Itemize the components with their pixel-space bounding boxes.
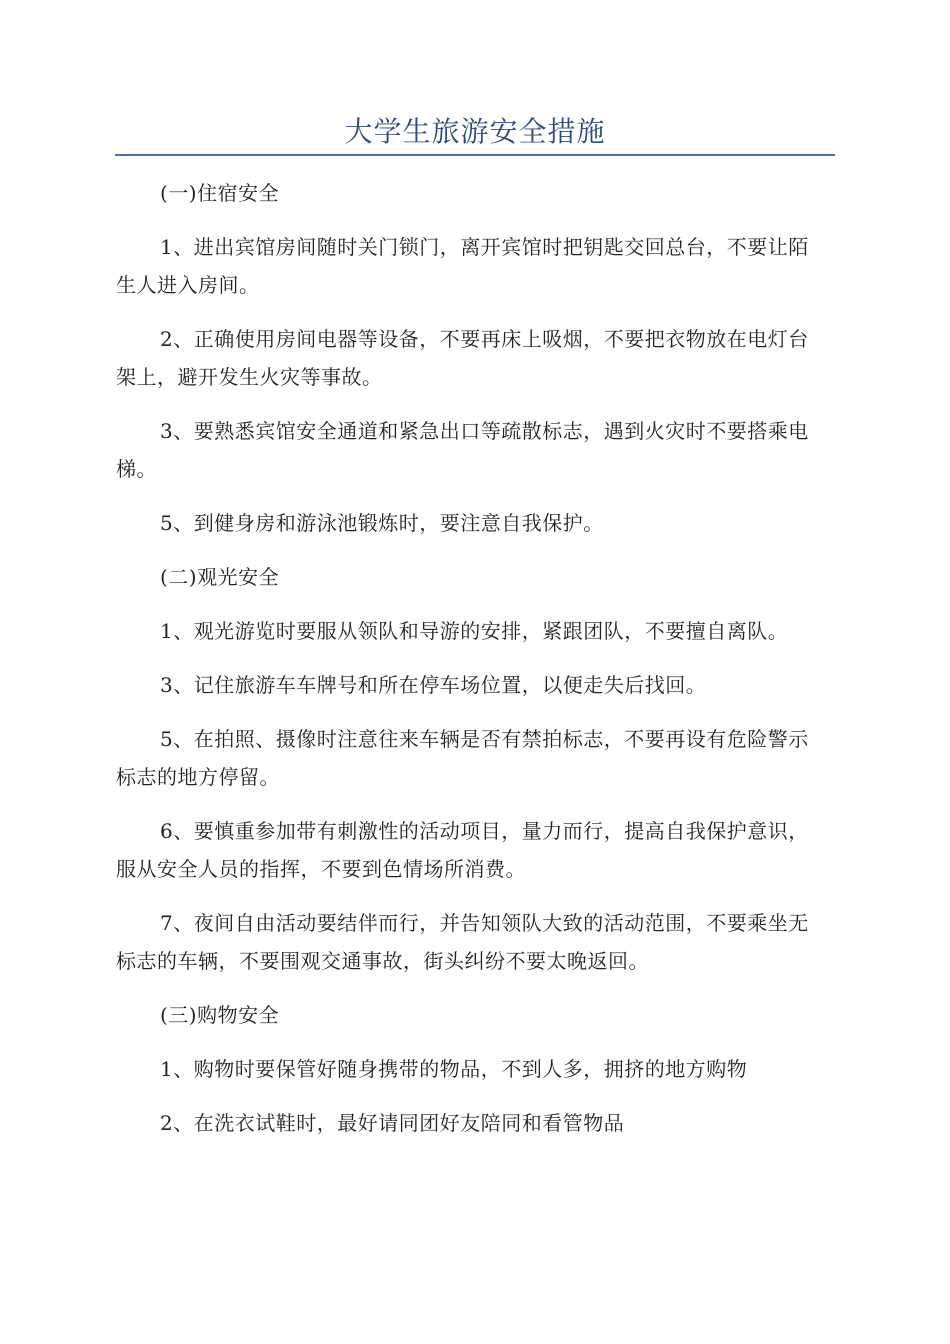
document-body xyxy=(116,174,826,1158)
paragraph: 2、在洗衣试鞋时，最好请同团好友陪同和看管物品 xyxy=(160,1111,625,1135)
paragraph: 2、正确使用房间电器等设备，不要再床上吸烟，不要把衣物放在电灯台架上，避开发生火灾等事故。 xyxy=(116,327,809,389)
paragraph: 1、进出宾馆房间随时关门锁门，离开宾馆时把钥匙交回总台，不要让陌生人进入房间。 xyxy=(116,235,809,297)
title-underline xyxy=(115,154,835,156)
paragraph: 3、记住旅游车车牌号和所在停车场位置，以便走失后找回。 xyxy=(160,673,707,697)
section-heading-sightseeing: (二)观光安全 xyxy=(160,565,280,589)
paragraph: 6、要慎重参加带有刺激性的活动项目，量力而行，提高自我保护意识，服从安全人员的指挥，不要到色情场所消费。 xyxy=(116,819,809,881)
paragraph: 1、观光游览时要服从领队和导游的安排，紧跟团队，不要擅自离队。 xyxy=(160,619,789,643)
paragraph: 5、在拍照、摄像时注意往来车辆是否有禁拍标志，不要再设有危险警示标志的地方停留。 xyxy=(116,727,809,789)
section-heading-lodging: (一)住宿安全 xyxy=(160,181,280,205)
paragraph: 7、夜间自由活动要结伴而行，并告知领队大致的活动范围，不要乘坐无标志的车辆，不要围观交通事故，街头纠纷不要太晚返回。 xyxy=(116,911,809,973)
section-heading-shopping: (三)购物安全 xyxy=(160,1003,280,1027)
paragraph: 3、要熟悉宾馆安全通道和紧急出口等疏散标志，遇到火灾时不要搭乘电梯。 xyxy=(116,419,809,481)
paragraph: 1、购物时要保管好随身携带的物品，不到人多，拥挤的地方购物 xyxy=(160,1057,748,1081)
paragraph: 5、到健身房和游泳池锻炼时，要注意自我保护。 xyxy=(160,511,604,535)
document-title: 大学生旅游安全措施 xyxy=(344,115,606,148)
